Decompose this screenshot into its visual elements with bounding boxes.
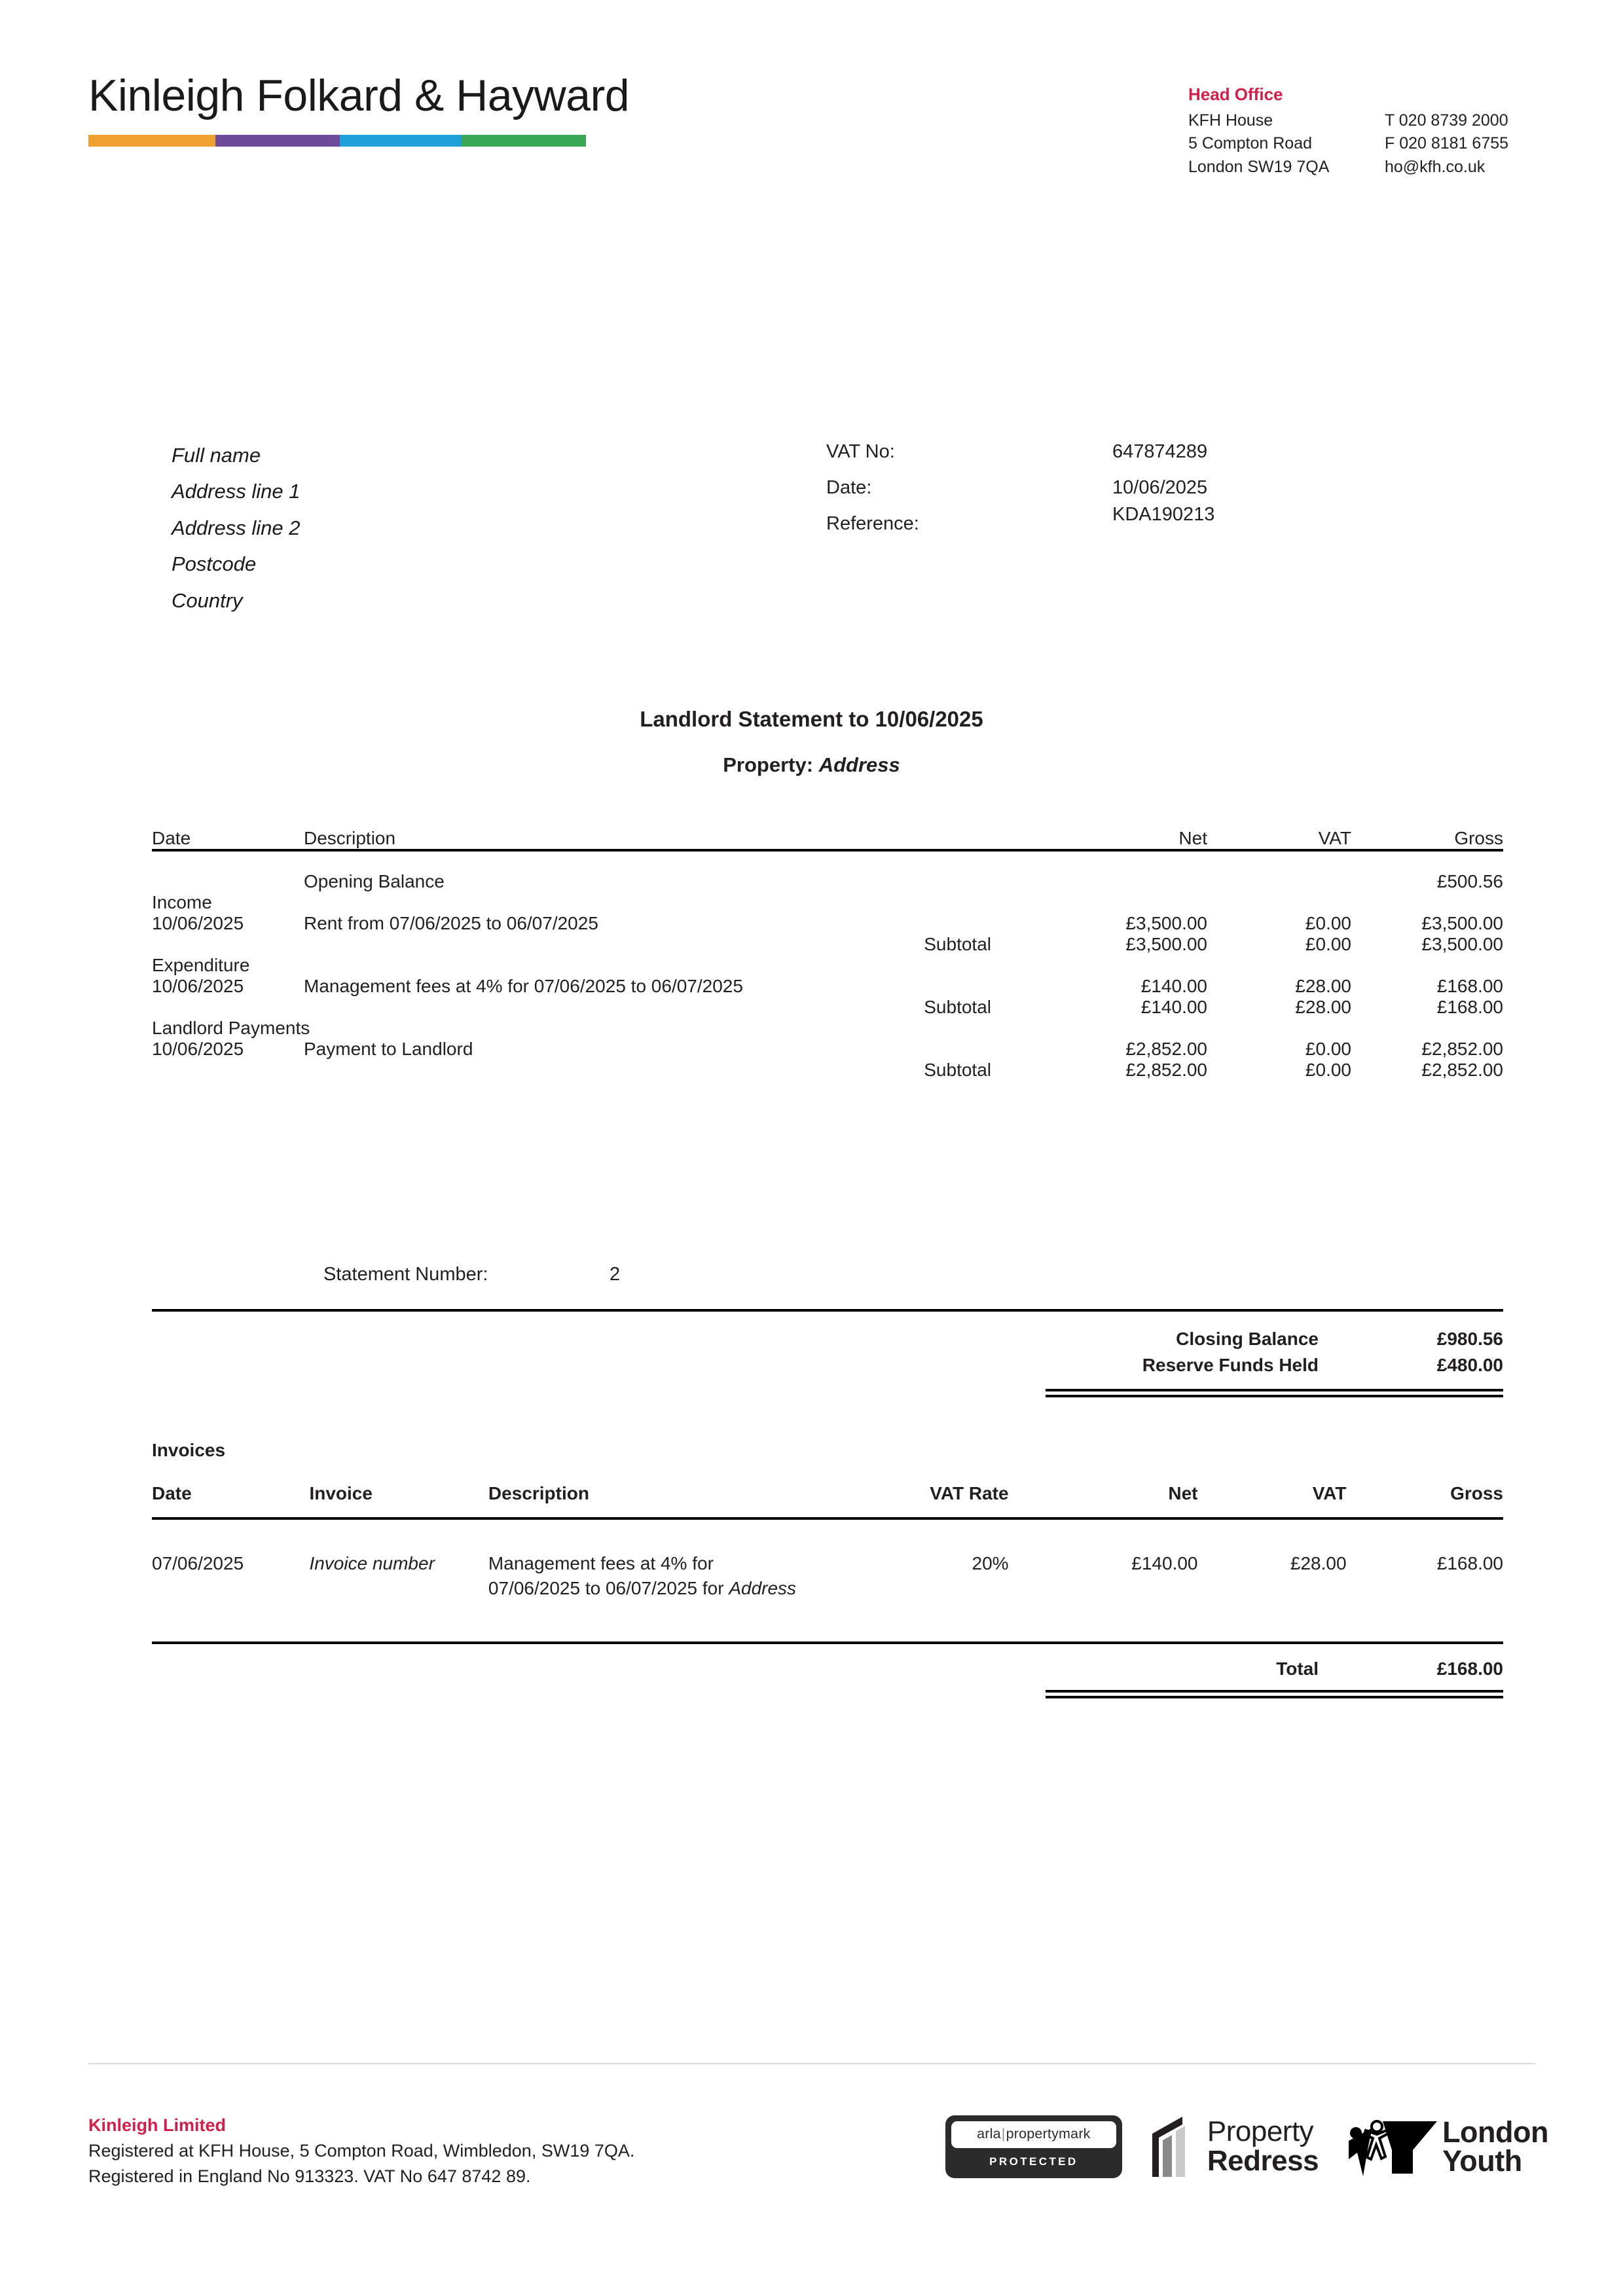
statement-table-header [152, 828, 1503, 850]
section-heading-landlord-payments [152, 1018, 1503, 1039]
closing-balance-label: Closing Balance [1176, 1329, 1319, 1349]
invoices-table-header [152, 1483, 1503, 1518]
office-telephone: T 020 8739 2000 [1385, 111, 1508, 130]
arla-mark-text: propertymark [1006, 2126, 1091, 2142]
redress-line-two: Redress [1207, 2145, 1319, 2177]
opening-description: Opening Balance [304, 871, 445, 891]
property-redress-logo [1152, 2117, 1319, 2177]
invoices-total-row [152, 1659, 1503, 1679]
table-row-opening-balance [152, 871, 1503, 892]
recipient-address [172, 437, 826, 619]
inv-col-header-vat: VAT [1312, 1483, 1347, 1503]
meta-row-reference [826, 504, 1415, 550]
invoices-total-label: Total [1276, 1658, 1319, 1679]
statement-table [152, 828, 1503, 1081]
brand-color-bar [88, 135, 586, 147]
inv-col-header-net: Net [1168, 1483, 1198, 1503]
footer-legal-line: Registered in England No 913323. VAT No 647 8742 89. [88, 2166, 531, 2187]
invoices-footer-rule [152, 1641, 1503, 1644]
subtotal-net: £2,852.00 [1125, 1060, 1207, 1080]
subtotal-gross: £168.00 [1436, 997, 1503, 1017]
property-label: Property: [723, 753, 814, 776]
row-description: Rent from 07/06/2025 to 06/07/2025 [304, 913, 598, 933]
brand-bar-segment-green [462, 135, 586, 147]
recipient-line: Address line 2 [172, 516, 301, 539]
accreditation-logos [945, 2113, 1548, 2178]
closing-balance-row [152, 1326, 1503, 1352]
vat-no-label: VAT No: [826, 441, 895, 462]
property-redress-wordmark [1207, 2117, 1319, 2176]
col-header-description: Description [304, 828, 396, 848]
head-office-address [1188, 109, 1385, 179]
row-gross: £2,852.00 [1421, 1039, 1503, 1059]
invoices-section [152, 1440, 1503, 1698]
head-office-block [1188, 82, 1535, 179]
closing-totals-double-rule [1046, 1389, 1503, 1397]
subtotal-gross: £3,500.00 [1421, 934, 1503, 954]
london-youth-figures-icon [1349, 2116, 1437, 2178]
row-vat: £0.00 [1305, 913, 1351, 933]
row-vat: £28.00 [1295, 976, 1351, 996]
arla-brand-text: arla [977, 2126, 1001, 2142]
london-youth-wordmark [1442, 2115, 1548, 2178]
row-net: £2,852.00 [1125, 1039, 1207, 1059]
invoice-vat: £28.00 [1290, 1553, 1347, 1573]
head-office-title: Head Office [1188, 84, 1283, 104]
invoices-total-double-rule [1046, 1690, 1503, 1698]
row-date: 10/06/2025 [152, 913, 244, 933]
opening-vat [1207, 871, 1351, 892]
arla-propertymark-logo [945, 2115, 1122, 2178]
arla-separator: | [1001, 2126, 1006, 2142]
section-label: Landlord Payments [152, 1018, 310, 1038]
company-logo-wordmark: Kinleigh Folkard & Hayward [88, 71, 630, 120]
reserve-funds-row [152, 1352, 1503, 1378]
meta-row-statement-number [323, 1265, 1623, 1284]
invoice-date: 07/06/2025 [152, 1553, 244, 1573]
table-row [152, 913, 1503, 934]
subtotal-row-landlord-payments [152, 1060, 1503, 1081]
document-header [88, 73, 1535, 179]
legal-text [88, 2113, 795, 2189]
london-youth-line-one: London [1442, 2115, 1548, 2149]
row-net: £140.00 [1140, 976, 1207, 996]
reserve-funds-label: Reserve Funds Held [1142, 1355, 1319, 1375]
london-youth-logo [1349, 2116, 1548, 2178]
section-label: Expenditure [152, 955, 250, 975]
row-description: Management fees at 4% for 07/06/2025 to 06/07/2025 [304, 976, 743, 996]
col-header-gross: Gross [1454, 828, 1503, 848]
section-heading-income [152, 892, 1503, 913]
recipient-line: Address line 1 [172, 480, 301, 503]
col-header-date: Date [152, 828, 191, 848]
office-email: ho@kfh.co.uk [1385, 157, 1486, 176]
redress-line-one: Property [1207, 2115, 1314, 2148]
opening-date [152, 871, 304, 892]
invoice-vat-rate: 20% [972, 1553, 1009, 1573]
invoices-heading: Invoices [152, 1440, 226, 1460]
document-footer [88, 2113, 1548, 2189]
closing-totals [152, 1309, 1503, 1397]
london-youth-line-two: Youth [1442, 2144, 1522, 2178]
closing-totals-rule [152, 1309, 1503, 1312]
property-value: Address [818, 753, 900, 776]
arla-propertymark-wordmark [951, 2121, 1116, 2148]
reference-label: Reference: [826, 513, 919, 534]
subtotal-label: Subtotal [924, 1060, 991, 1080]
inv-col-header-invoice: Invoice [309, 1483, 373, 1503]
head-office-contacts [1385, 109, 1535, 179]
closing-balance-value: £980.56 [1436, 1329, 1503, 1349]
subtotal-row-expenditure [152, 997, 1503, 1018]
inv-col-header-vat-rate: VAT Rate [930, 1483, 1009, 1503]
table-row [152, 976, 1503, 997]
recipient-line: Postcode [172, 552, 257, 576]
recipient-line: Full name [172, 444, 261, 467]
invoice-description-property: Address [729, 1577, 797, 1598]
office-address-line: KFH House [1188, 111, 1273, 130]
property-subtitle [0, 753, 1623, 777]
statement-number-value: 2 [610, 1264, 621, 1285]
row-date: 10/06/2025 [152, 976, 244, 996]
brand-bar-segment-orange [88, 135, 215, 147]
invoice-number: Invoice number [309, 1553, 435, 1573]
brand-bar-segment-blue [340, 135, 462, 147]
subtotal-net: £3,500.00 [1125, 934, 1207, 954]
date-value: 10/06/2025 [1112, 477, 1208, 498]
opening-gross: £500.56 [1436, 871, 1503, 891]
office-address-line: 5 Compton Road [1188, 134, 1313, 153]
row-description: Payment to Landlord [304, 1039, 473, 1059]
row-gross: £168.00 [1436, 976, 1503, 996]
spacer-row [152, 852, 1503, 871]
statement-number-label: Statement Number: [323, 1264, 488, 1285]
subtotal-label: Subtotal [924, 934, 991, 954]
subtotal-label: Subtotal [924, 997, 991, 1017]
subtotal-vat: £0.00 [1305, 1060, 1351, 1080]
property-redress-building-icon [1152, 2117, 1198, 2177]
section-heading-expenditure [152, 955, 1503, 976]
invoices-total-value: £168.00 [1436, 1658, 1503, 1679]
subtotal-row-income [152, 934, 1503, 955]
brand-bar-segment-purple [215, 135, 340, 147]
office-address-line: London SW19 7QA [1188, 157, 1330, 176]
subtotal-net: £140.00 [1140, 997, 1207, 1017]
subtotal-vat: £0.00 [1305, 934, 1351, 954]
brand-block [88, 71, 630, 147]
col-header-net: Net [1178, 828, 1207, 848]
date-label: Date: [826, 477, 872, 498]
reference-value: KDA190213 [1112, 504, 1215, 525]
subtotal-gross: £2,852.00 [1421, 1060, 1503, 1080]
row-vat: £0.00 [1305, 1039, 1351, 1059]
footer-divider [88, 2063, 1535, 2064]
row-net: £3,500.00 [1125, 913, 1207, 933]
page-title: Landlord Statement to 10/06/2025 [640, 707, 983, 731]
meta-row-vat-no [826, 442, 1415, 478]
reserve-funds-value: £480.00 [1436, 1355, 1503, 1375]
section-label: Income [152, 892, 212, 912]
inv-col-header-gross: Gross [1450, 1483, 1503, 1503]
footer-legal-line: Registered at KFH House, 5 Compton Road, Wimbledon, SW19 7QA. [88, 2141, 635, 2161]
inv-col-header-date: Date [152, 1483, 192, 1503]
invoice-description [488, 1520, 806, 1601]
inv-col-header-description: Description [488, 1483, 589, 1503]
invoice-description-text: Management fees at 4% for 07/06/2025 to 06/07/2025 for [488, 1553, 724, 1598]
office-fax: F 020 8181 6755 [1385, 134, 1509, 153]
subtotal-vat: £28.00 [1295, 997, 1351, 1017]
col-header-vat: VAT [1318, 828, 1351, 848]
invoice-gross: £168.00 [1436, 1553, 1503, 1573]
footer-company-name: Kinleigh Limited [88, 2115, 227, 2135]
invoice-row [152, 1520, 1503, 1601]
recipient-line: Country [172, 588, 243, 612]
row-date: 10/06/2025 [152, 1039, 244, 1059]
vat-no-value: 647874289 [1112, 441, 1208, 462]
invoice-net: £140.00 [1131, 1553, 1198, 1573]
table-row [152, 1039, 1503, 1060]
row-gross: £3,500.00 [1421, 913, 1503, 933]
opening-net [1024, 871, 1207, 892]
arla-protected-label: PROTECTED [989, 2155, 1078, 2168]
